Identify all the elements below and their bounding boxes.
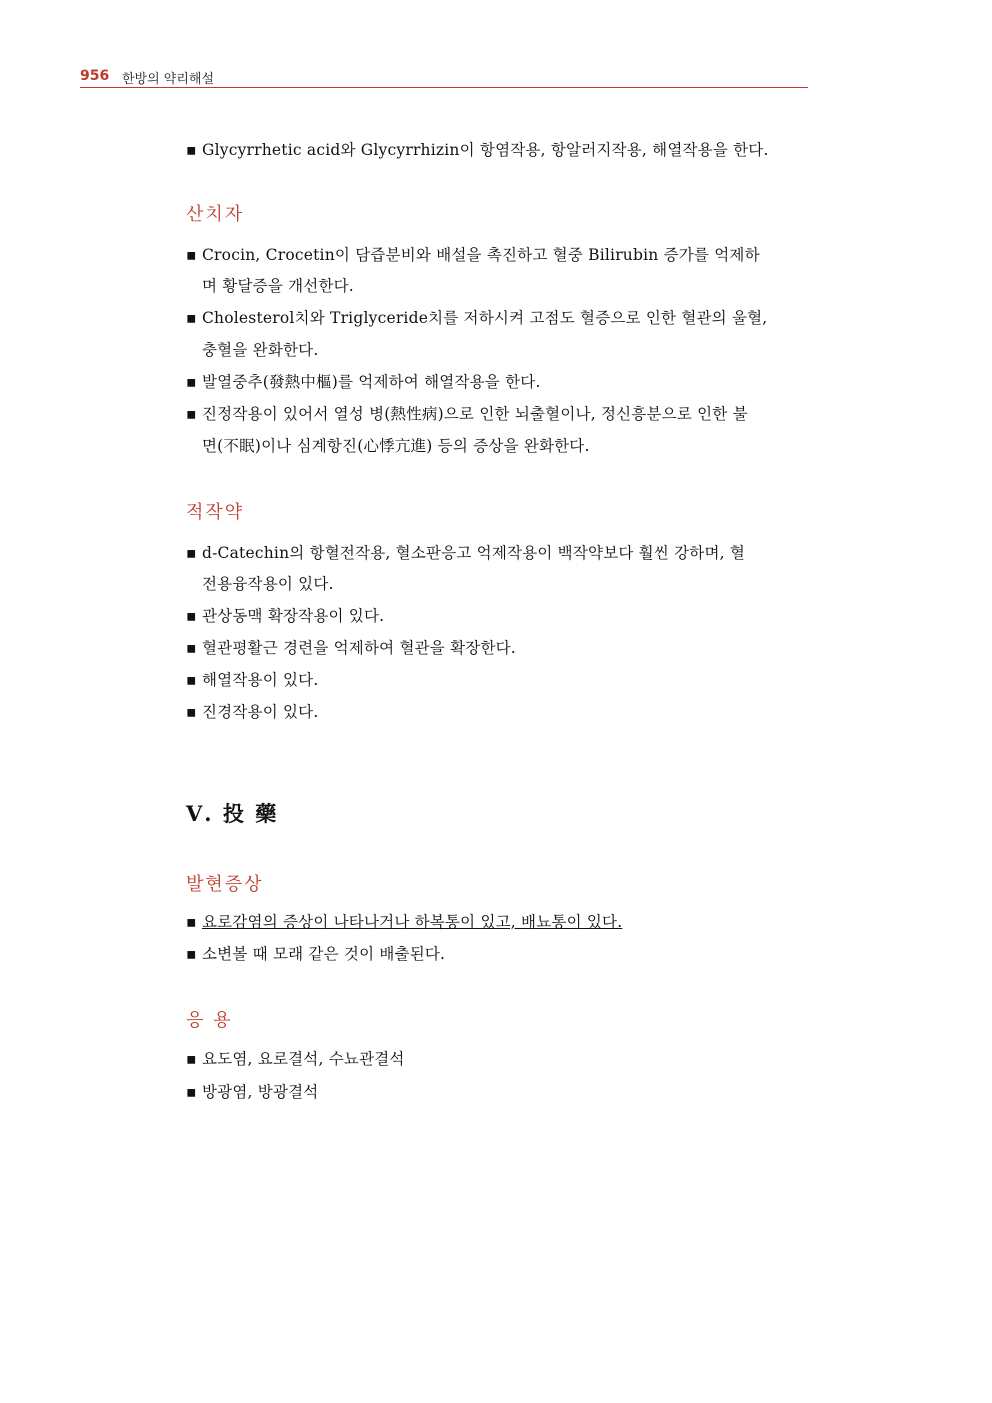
section-heading-symptoms: 발현증상: [186, 874, 264, 895]
page-number: 956: [80, 68, 110, 84]
bullet-icon: ▪: [186, 607, 197, 625]
list-item: ▪ Crocin, Crocetin이 담즙분비와 배설을 촉진하고 혈중 Bilirubin 증가를 억제하: [186, 239, 808, 271]
running-title: 한방의 약리해설: [122, 72, 215, 87]
bullet-icon: ▪: [186, 945, 197, 963]
bullet-icon: ▪: [186, 544, 197, 562]
bullet-icon: ▪: [186, 405, 197, 423]
section-heading-sanchija: 산치자: [186, 204, 245, 225]
bullet-icon: ▪: [186, 703, 197, 721]
list-item: ▪ 방광염, 방광결석: [186, 1076, 808, 1108]
list-item: ▪ 발열중추(發熱中樞)를 억제하여 해열작용을 한다.: [186, 366, 808, 398]
section-title-dosage: Ⅴ. 投 藥: [186, 801, 279, 826]
section-heading-jeokjakyak: 적작약: [186, 502, 245, 523]
list-item: ▪ Glycyrrhetic acid와 Glycyrrhizin이 항염작용, 항알러지작용, 해열작용을 한다.: [186, 134, 808, 166]
list-item: ▪ 관상동맥 확장작용이 있다.: [186, 600, 808, 632]
list-item: ▪ 해열작용이 있다.: [186, 664, 808, 696]
page-header: [80, 66, 808, 88]
list-item: ▪ 혈관평활근 경련을 억제하여 혈관을 확장한다.: [186, 632, 808, 664]
section-heading-application: 응 용: [186, 1010, 233, 1031]
bullet-icon: ▪: [186, 309, 197, 327]
bullet-icon: ▪: [186, 671, 197, 689]
list-item-continuation: 면(不眠)이나 심계항진(心悸亢進) 등의 증상을 완화한다.: [202, 437, 590, 455]
list-item: ▪ 요로감염의 증상이 나타나거나 하복통이 있고, 배뇨통이 있다.: [186, 906, 808, 938]
list-item-continuation: 충혈을 완화한다.: [202, 341, 319, 359]
list-item-continuation: 전용융작용이 있다.: [202, 575, 334, 593]
bullet-icon: ▪: [186, 373, 197, 391]
bullet-icon: ▪: [186, 1050, 197, 1068]
list-item: ▪ 진정작용이 있어서 열성 병(熱性病)으로 인한 뇌출혈이나, 정신흥분으로 인한 불: [186, 398, 808, 430]
list-item: ▪ 진경작용이 있다.: [186, 696, 808, 728]
list-item: ▪ 요도염, 요로결석, 수뇨관결석: [186, 1043, 808, 1075]
list-item: ▪ d-Catechin의 항혈전작용, 혈소판응고 억제작용이 백작약보다 훨씬 강하며, 혈: [186, 537, 808, 569]
bullet-icon: ▪: [186, 639, 197, 657]
bullet-icon: ▪: [186, 913, 197, 931]
list-item-continuation: 며 황달증을 개선한다.: [202, 277, 354, 295]
bullet-icon: ▪: [186, 1083, 197, 1101]
bullet-icon: ▪: [186, 141, 197, 159]
bullet-icon: ▪: [186, 246, 197, 264]
list-item: ▪ Cholesterol치와 Triglyceride치를 저하시켜 고점도 혈증으로 인한 혈관의 울혈,: [186, 302, 808, 334]
list-item: ▪ 소변볼 때 모래 같은 것이 배출된다.: [186, 938, 808, 970]
